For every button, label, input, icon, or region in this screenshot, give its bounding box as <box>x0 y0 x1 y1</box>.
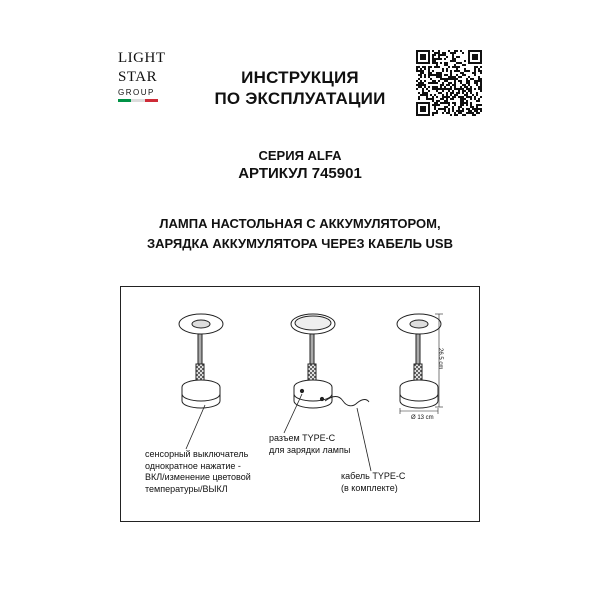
logo-line-3: GROUP <box>118 88 155 97</box>
product-description <box>0 214 600 254</box>
switch-callout-line: однократное нажатие - <box>145 460 241 471</box>
height-dimension: 26.5 cm <box>437 348 443 370</box>
port-callout <box>269 433 350 456</box>
port-callout-line: разъем TYPE-C <box>269 433 336 443</box>
qr-code-icon[interactable] <box>416 50 482 116</box>
title-line-1: ИНСТРУКЦИЯ <box>241 68 359 87</box>
switch-callout <box>145 449 251 495</box>
lamp-front-view <box>179 314 223 408</box>
switch-callout-line: ВКЛ/изменение цветовой <box>145 472 251 482</box>
description-line-1: ЛАМПА НАСТОЛЬНАЯ С АККУМУЛЯТОРОМ, <box>159 216 441 231</box>
title-line-2: ПО ЭКСПЛУАТАЦИИ <box>214 89 386 108</box>
cable-callout-line: (в комплекте) <box>341 482 398 493</box>
diameter-dimension: Ø 13 cm <box>411 415 434 421</box>
logo-line-2: STAR <box>118 69 158 85</box>
cable-callout-line: кабель TYPE-C <box>341 471 406 481</box>
switch-callout-line: температуры/ВЫКЛ <box>145 483 228 494</box>
product-diagram <box>120 286 480 522</box>
lamp-side-view <box>291 314 369 408</box>
italian-flag-stripe <box>118 99 158 102</box>
series-label: СЕРИЯ ALFA <box>258 148 342 163</box>
switch-callout-line: сенсорный выключатель <box>145 449 249 459</box>
brand-logo <box>118 51 174 121</box>
description-line-2: ЗАРЯДКА АККУМУЛЯТОРА ЧЕРЕЗ КАБЕЛЬ USB <box>147 236 453 251</box>
cable-callout <box>341 471 405 494</box>
article-number: АРТИКУЛ 745901 <box>238 165 362 182</box>
document-title <box>180 67 420 109</box>
port-callout-line: для зарядки лампы <box>269 444 351 455</box>
logo-line-1: LIGHT <box>118 50 166 66</box>
